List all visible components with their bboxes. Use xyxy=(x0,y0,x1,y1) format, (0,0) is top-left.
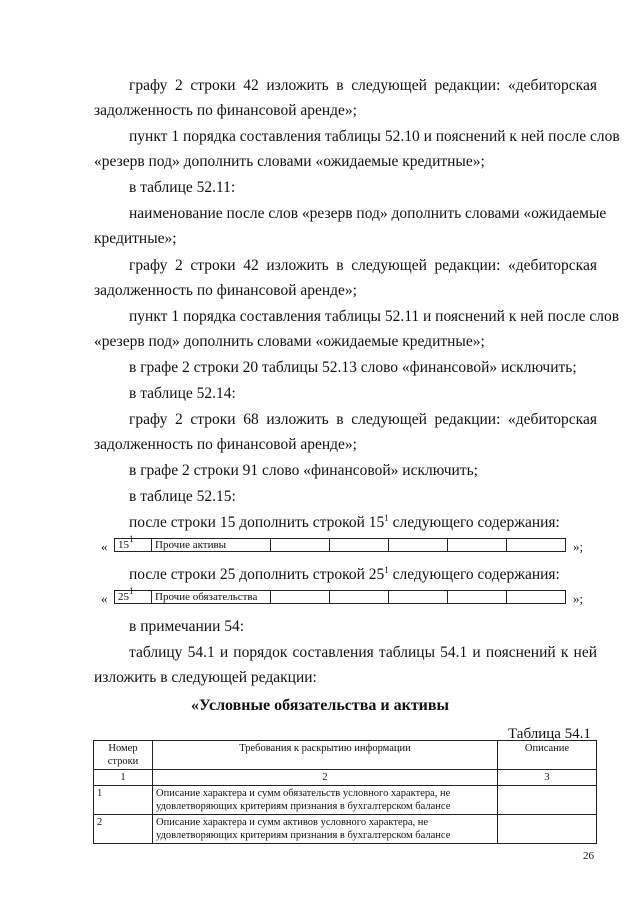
empty-cell xyxy=(448,591,507,604)
paragraph-line: в графе 2 строки 20 таблицы 52.13 слово «финансовой» исключить; xyxy=(129,359,577,376)
row-number-cell: $25^1$ xyxy=(115,591,152,604)
paragraph-line: изложить в следующей редакции: xyxy=(94,669,317,686)
column-number-cell: 2 xyxy=(153,770,498,786)
row-label-cell: Прочие активы xyxy=(152,539,271,552)
header-cell-requirements: Требования к раскрытию информации xyxy=(153,741,498,770)
paragraph-line: пункт 1 порядка составления таблицы 52.10 и пояснений к ней после слов xyxy=(129,128,620,145)
paragraph-line: графу 2 строки 42 изложить в следующей редакции: «дебиторская xyxy=(129,257,597,274)
paragraph-line: в таблице 52.14: xyxy=(129,385,236,402)
empty-cell xyxy=(389,539,448,552)
column-number-row xyxy=(94,770,597,786)
row-label-cell: Прочие обязательства xyxy=(152,591,271,604)
table-caption: Таблица 54.1 xyxy=(508,726,591,742)
conditional-obligations-table xyxy=(93,740,597,844)
paragraph-line: в примечании 54: xyxy=(129,618,245,635)
row-number-cell: 1 xyxy=(94,786,153,815)
paragraph-line: наименование после слов «резерв под» дополнить словами «ожидаемые xyxy=(129,205,607,222)
paragraph-text: после строки 25 дополнить строкой 25 xyxy=(129,566,385,583)
table-header-row xyxy=(94,741,597,770)
paragraph-line: графу 2 строки 42 изложить в следующей редакции: «дебиторская xyxy=(129,77,597,94)
close-quote: »; xyxy=(573,591,584,606)
paragraph-line: графу 2 строки 68 изложить в следующей редакции: «дебиторская xyxy=(129,411,597,428)
description-cell xyxy=(498,815,597,844)
close-quote: »; xyxy=(573,539,584,554)
empty-cell xyxy=(389,591,448,604)
row-number-cell: 2 xyxy=(94,815,153,844)
empty-cell xyxy=(448,539,507,552)
paragraph-line: в таблице 52.11: xyxy=(129,179,236,196)
header-cell-number: Номер строки xyxy=(94,741,153,770)
page-number: 26 xyxy=(583,850,594,862)
empty-cell xyxy=(507,539,566,552)
paragraph-line: таблицу 54.1 и порядок составления таблицы 54.1 и пояснений к ней xyxy=(129,644,597,661)
paragraph-line: кредитные»; xyxy=(94,230,177,247)
table-title: «Условные обязательства и активы xyxy=(190,697,450,714)
description-cell xyxy=(498,786,597,815)
empty-cell xyxy=(330,591,389,604)
paragraph-line: в графе 2 строки 91 слово «финансовой» исключить; xyxy=(129,462,478,479)
empty-cell xyxy=(507,591,566,604)
paragraph-line: пункт 1 порядка составления таблицы 52.11 и пояснений к ней после слов xyxy=(129,308,620,325)
row-number-cell: $15^1$ xyxy=(115,539,152,552)
superscript: 1 xyxy=(384,565,389,575)
paragraph-text: после строки 15 дополнить строкой 15 xyxy=(129,514,385,531)
inserted-row-table xyxy=(114,534,566,552)
requirement-cell: Описание характера и сумм активов условного характера, не удовлетворяющих критериям признания в бухгалтерском балансе xyxy=(153,815,498,844)
paragraph-line: задолженность по финансовой аренде»; xyxy=(94,436,357,453)
table-row xyxy=(94,815,597,844)
paragraph-line: задолженность по финансовой аренде»; xyxy=(94,102,357,119)
header-cell-description: Описание xyxy=(498,741,597,770)
column-number-cell: 3 xyxy=(498,770,597,786)
paragraph-text: следующего содержания: xyxy=(388,566,560,583)
paragraph-line: «резерв под» дополнить словами «ожидаемые кредитные»; xyxy=(94,153,485,170)
superscript: 1 xyxy=(384,513,389,523)
paragraph-line: в таблице 52.15: xyxy=(129,488,236,505)
empty-cell xyxy=(271,591,330,604)
open-quote: « xyxy=(101,591,108,606)
paragraph-line: «резерв под» дополнить словами «ожидаемые кредитные»; xyxy=(94,333,485,350)
paragraph-line xyxy=(129,513,560,533)
paragraph-line xyxy=(129,565,560,585)
column-number-cell: 1 xyxy=(94,770,153,786)
inserted-row-table xyxy=(114,586,566,604)
table-row xyxy=(94,786,597,815)
empty-cell xyxy=(271,539,330,552)
paragraph-line: задолженность по финансовой аренде»; xyxy=(94,282,357,299)
empty-cell xyxy=(330,539,389,552)
paragraph-text: следующего содержания: xyxy=(388,514,560,531)
open-quote: « xyxy=(101,539,108,554)
requirement-cell: Описание характера и сумм обязательств условного характера, не удовлетворяющих критериям признания в бухгалтерском балансе xyxy=(153,786,498,815)
